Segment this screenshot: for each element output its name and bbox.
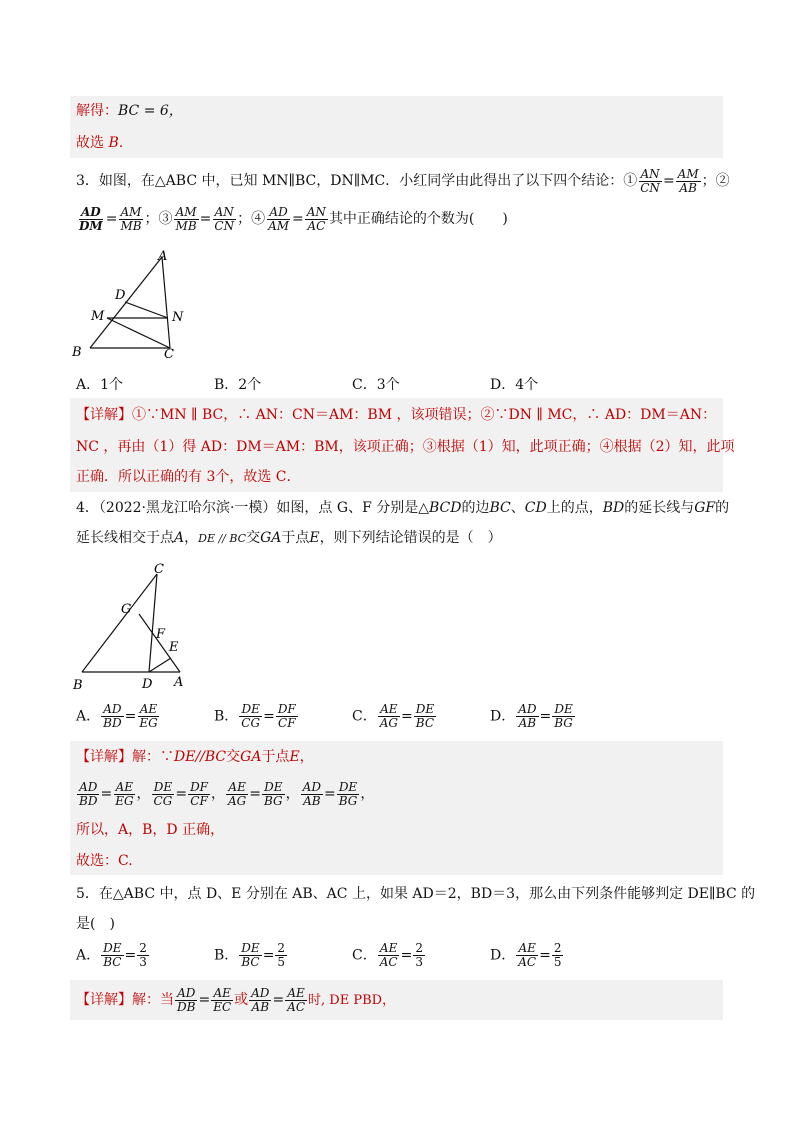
q4-stem-line1: 4．（2022·黑龙江哈尔滨·一模）如图，点 G、F 分别是△BCD的边BC、CD上的点，BD的延长线与GF的 xyxy=(76,500,730,516)
q4-detail-line1: 【详解】解：∵DE//BC交GA于点E， xyxy=(76,749,314,765)
fraction: $\frac{AE}{AG}$ xyxy=(379,702,398,730)
q4-triangle-figure xyxy=(64,558,194,696)
q3-detail-line3: 正确．所以正确的有 3个，故选 C． xyxy=(76,469,301,485)
q4-detail-line2: $\frac{AD}{BD}$ = $\frac{AE}{EG}$ ， $\frac{DE}{CG}$ = $\frac{DF}{CF}$ ， $\frac{AE}{AG}$ = $\frac{DE}{BG}$ ， $\frac{AD}{AB}$ = $\frac{DE}{BG}$ ， xyxy=(79,779,375,808)
fraction: $\frac{2}{3}$ xyxy=(415,941,423,969)
fraction: $\frac{AE}{AC}$ xyxy=(518,941,537,969)
q3-detail-line2: NC ，再由（1）得 AD：DM＝AM：BM，该项正确；③根据（1）知，此项正确；④根据（2）知，此项 xyxy=(76,439,735,455)
q3-option-a[interactable]: A．1个 xyxy=(76,377,124,393)
fraction: $\frac{DE}{CG}$ xyxy=(241,702,261,730)
q3-triangle-figure xyxy=(64,244,194,366)
q3-stem-line1: 3．如图，在△ABC 中，已知 MN∥BC，DN∥MC．小红同学由此得出了以下四个结论：① $\frac{AN}{CN}$ = $\frac{AM}{AB}$ ；② xyxy=(76,166,730,195)
q4-detail-line3: 所以，A，B，D 正确， xyxy=(76,822,225,838)
fraction: $\frac{AD}{AB}$ xyxy=(302,779,321,808)
q4-option-d[interactable]: D． $\frac{AD}{AB}$ = $\frac{DE}{BG}$ xyxy=(490,702,573,730)
label-B: B xyxy=(73,678,83,693)
fraction: $\frac{AN}{CN}$ xyxy=(640,166,660,195)
label-N: N xyxy=(172,310,184,325)
label-C: C xyxy=(164,347,174,362)
fraction: $\frac{AD}{BD}$ xyxy=(79,779,98,808)
fraction: $\frac{AD}{AB}$ xyxy=(518,702,537,730)
fraction: $\frac{AD}{AB}$ xyxy=(251,985,270,1014)
fraction: $\frac{AD}{DB}$ xyxy=(177,985,196,1014)
fraction: $\frac{AE}{AG}$ xyxy=(228,779,247,808)
q4-stem-line2: 延长线相交于点A，DE // BC交GA于点E，则下列结论错误的是（ ） xyxy=(76,530,502,546)
fraction: $\frac{DE}{BG}$ xyxy=(264,779,283,808)
label-D: D xyxy=(115,288,126,303)
label-C: C xyxy=(154,562,164,577)
fraction: $\frac{DE}{CG}$ xyxy=(153,779,173,808)
q4-detail-line4: 故选：C. xyxy=(76,853,133,869)
answer-line: 故选 B. xyxy=(76,135,124,151)
label-B: B xyxy=(72,345,82,360)
q5-option-d[interactable]: D． $\frac{AE}{AC}$ = $\frac{2}{5}$ xyxy=(490,941,562,969)
fraction: $\frac{DE}{BC}$ xyxy=(103,941,122,969)
label-A: A xyxy=(158,249,168,264)
fraction: $\frac{AN}{AC}$ xyxy=(306,204,326,233)
fraction: $\frac{DE}{BG}$ xyxy=(554,702,573,730)
fraction: $\frac{2}{5}$ xyxy=(553,941,562,969)
q3-stem-line2: $\frac{AD}{DM}$ = $\frac{AM}{MB}$ ；③ $\frac{AM}{MB}$ = $\frac{AN}{CN}$ ；④ $\frac{AD}{AM}$ = $\frac{AN}{AC}$ 其中正确结论的个数为( ) xyxy=(79,204,508,233)
q4-option-c[interactable]: C． $\frac{AE}{AG}$ = $\frac{DE}{BC}$ xyxy=(352,702,435,730)
fraction: $\frac{DF}{CF}$ xyxy=(190,779,209,808)
fraction: $\frac{DE}{BG}$ xyxy=(338,779,358,808)
fraction: $\frac{AM}{MB}$ xyxy=(120,204,142,233)
fraction: $\frac{2}{5}$ xyxy=(277,941,286,969)
fraction: $\frac{2}{3}$ xyxy=(139,941,147,969)
label-A: A xyxy=(174,675,184,690)
fraction: $\frac{AE}{AC}$ xyxy=(287,985,306,1014)
fraction: $\frac{AE}{EG}$ xyxy=(115,779,134,808)
solution-line: 解得：BC = 6， xyxy=(76,103,183,119)
q4-option-b[interactable]: B． $\frac{DE}{CG}$ = $\frac{DF}{CF}$ xyxy=(214,702,296,730)
q5-option-c[interactable]: C． $\frac{AE}{AC}$ = $\frac{2}{3}$ xyxy=(352,941,423,969)
label-D: D xyxy=(142,677,153,692)
fraction: $\frac{AE}{EG}$ xyxy=(139,702,158,730)
q5-detail-line: 【详解】解：当 $\frac{AD}{DB}$ = $\frac{AE}{EC}$ 或 $\frac{AD}{AB}$ = $\frac{AE}{AC}$ 时, DE PBD， xyxy=(76,985,396,1014)
fraction: $\frac{AD}{DM}$ xyxy=(79,204,103,233)
fraction: $\frac{AM}{MB}$ xyxy=(175,204,197,233)
label-E: E xyxy=(169,640,179,655)
label-G: G xyxy=(121,602,132,617)
q3-option-c[interactable]: C．3个 xyxy=(352,377,400,393)
q4-option-a[interactable]: A． $\frac{AD}{BD}$ = $\frac{AE}{EG}$ xyxy=(76,702,158,730)
q5-option-a[interactable]: A． $\frac{DE}{BC}$ = $\frac{2}{3}$ xyxy=(76,941,147,969)
fraction: $\frac{AE}{AC}$ xyxy=(379,941,398,969)
q5-stem-line1: 5．在△ABC 中，点 D、E 分别在 AB、AC 上，如果 AD＝2，BD＝3，那么由下列条件能够判定 DE∥BC 的 xyxy=(76,886,756,902)
fraction: $\frac{DE}{BC}$ xyxy=(241,941,260,969)
q5-stem-line2: 是( ) xyxy=(76,916,115,932)
q3-option-b[interactable]: B．2个 xyxy=(214,377,262,393)
fraction: $\frac{DF}{CF}$ xyxy=(277,702,296,730)
q5-option-b[interactable]: B． $\frac{DE}{BC}$ = $\frac{2}{5}$ xyxy=(214,941,286,969)
fraction: $\frac{AE}{EC}$ xyxy=(213,985,232,1014)
q3-option-d[interactable]: D．4个 xyxy=(490,377,539,393)
fraction: $\frac{AD}{AM}$ xyxy=(268,204,290,233)
label-M: M xyxy=(91,309,105,324)
fraction: $\frac{AM}{AB}$ xyxy=(677,166,699,195)
fraction: $\frac{AD}{BD}$ xyxy=(103,702,122,730)
fraction: $\frac{AN}{CN}$ xyxy=(214,204,235,233)
label-F: F xyxy=(156,627,166,642)
fraction: $\frac{DE}{BC}$ xyxy=(415,702,435,730)
q3-detail-line1: 【详解】①∵MN ∥ BC，∴ AN：CN＝AM：BM ，该项错误；②∵DN ∥ MC，∴ AD：DM＝AN： xyxy=(76,407,717,423)
